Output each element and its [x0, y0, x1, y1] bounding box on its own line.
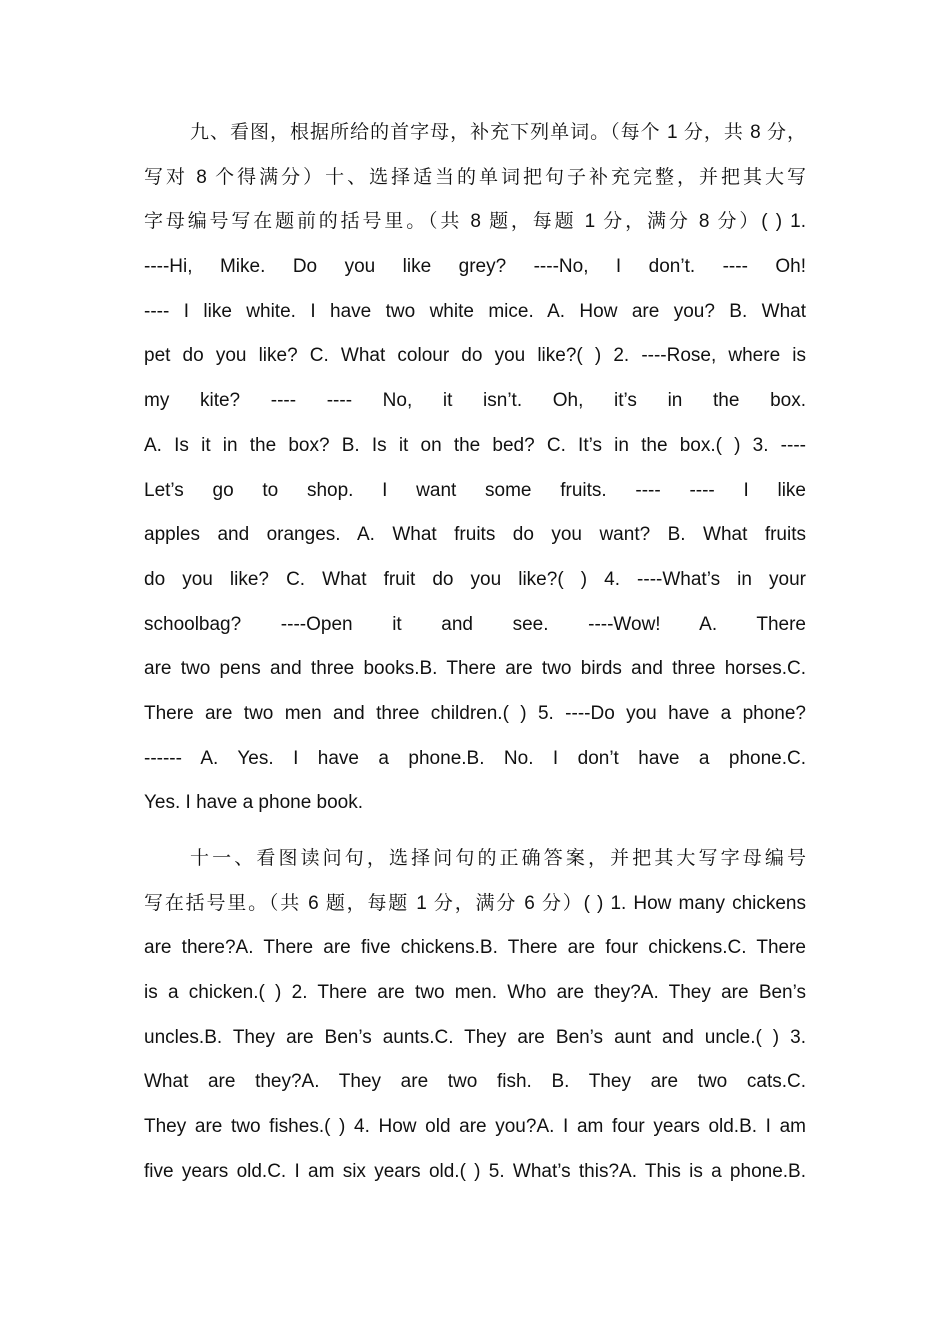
text-line: uncles.B. They are Ben’s aunts.C. They are Ben’s aunt and uncle.( ) 3.: [144, 1026, 806, 1048]
text-line: are two pens and three books.B. There are two birds and three horses.C.: [144, 658, 806, 680]
text-line: are there?A. There are five chickens.B. There are four chickens.C. There: [144, 937, 806, 959]
text-line: do you like? C. What fruit do you like?( ) 4. ----What’s in your: [144, 568, 806, 590]
text-line: 字母编号写在题前的括号里。（共 8 题，每题 1 分，满分 8 分）( ) 1.: [144, 211, 806, 233]
text-line: 十一、看图读问句，选择问句的正确答案，并把其大写字母编号: [190, 848, 806, 869]
text-line: Yes. I have a phone book.: [144, 792, 364, 814]
text-line: There are two men and three children.( ) 5. ----Do you have a phone?: [144, 702, 806, 724]
section-9-and-10: [144, 111, 806, 826]
text-line: ----Hi, Mike. Do you like grey? ----No, I don’t. ---- Oh!: [144, 256, 806, 278]
text-line: They are two fishes.( ) 4. How old are you?A. I am four years old.B. I am: [144, 1116, 806, 1138]
text-line: schoolbag? ----Open it and see. ----Wow! A. There: [144, 613, 806, 635]
text-line: ---- I like white. I have two white mice. A. How are you? B. What: [144, 300, 806, 322]
text-line: apples and oranges. A. What fruits do you want? B. What fruits: [144, 524, 806, 546]
text-line: is a chicken.( ) 2. There are two men. Who are they?A. They are Ben’s: [144, 982, 806, 1004]
text-line: pet do you like? C. What colour do you like?( ) 2. ----Rose, where is: [144, 345, 806, 367]
text-line: Let’s go to shop. I want some fruits. ---- ---- I like: [144, 479, 806, 501]
text-line: five years old.C. I am six years old.( ) 5. What’s this?A. This is a phone.B.: [144, 1160, 806, 1182]
section-11: [144, 837, 806, 1195]
text-line: 九、看图，根据所给的首字母，补充下列单词。（每个 1 分，共 8 分，: [190, 122, 806, 143]
text-line: ------ A. Yes. I have a phone.B. No. I don’t have a phone.C.: [144, 747, 806, 769]
text-line: my kite? ---- ---- No, it isn’t. Oh, it’s in the box.: [144, 390, 806, 412]
text-line: A. Is it in the box? B. Is it on the bed? C. It’s in the box.( ) 3. ----: [144, 434, 806, 456]
text-line: 写对 8 个得满分）十、选择适当的单词把句子补充完整，并把其大写: [144, 166, 806, 188]
text-line: 写在括号里。（共 6 题，每题 1 分，满分 6 分）( ) 1. How many chickens: [144, 892, 806, 914]
text-line: What are they?A. They are two fish. B. They are two cats.C.: [144, 1071, 806, 1093]
